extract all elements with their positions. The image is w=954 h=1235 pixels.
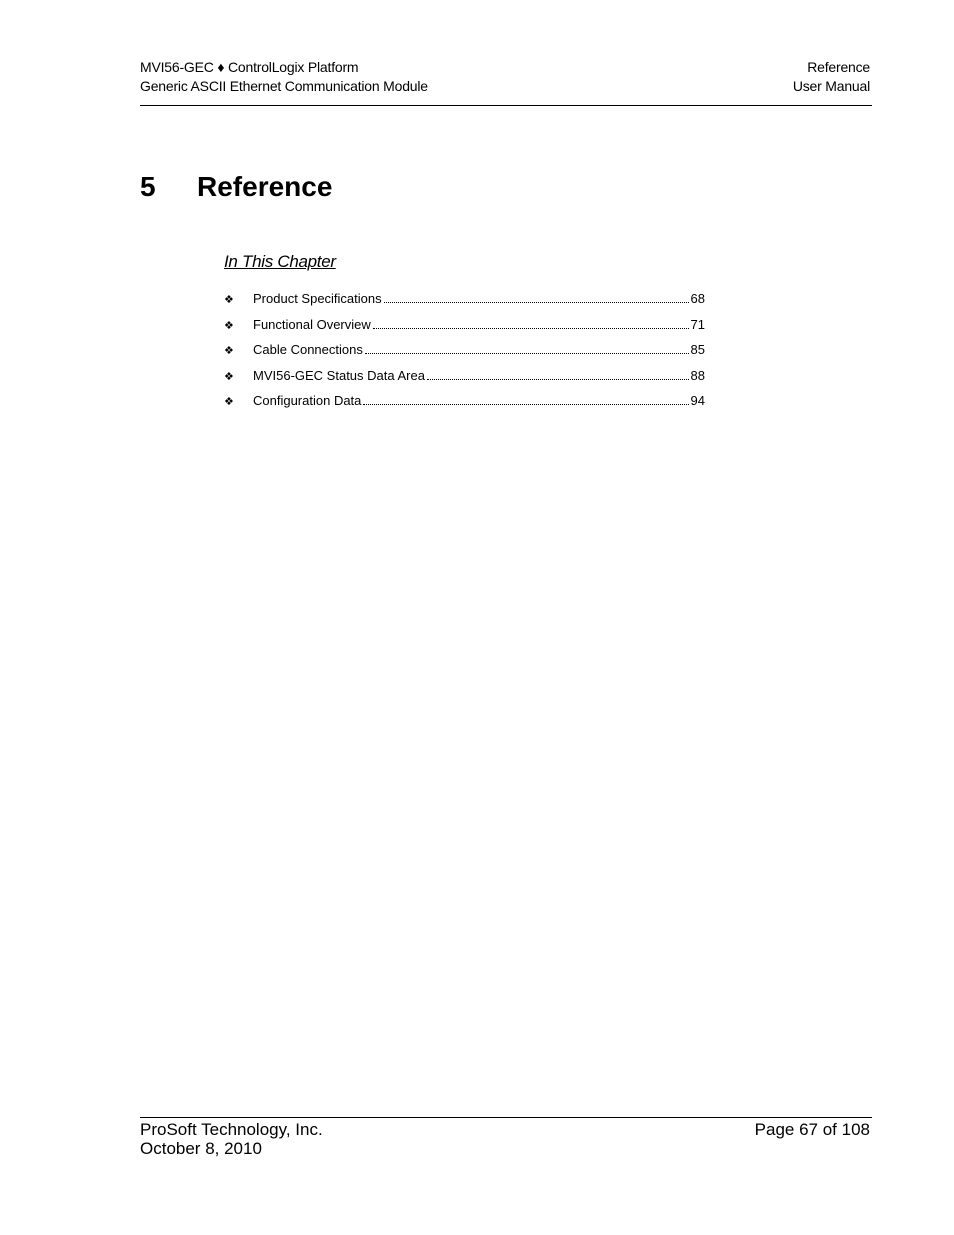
footer-date: October 8, 2010: [140, 1139, 262, 1158]
header-left: [140, 58, 428, 96]
footer-left: [140, 1120, 323, 1158]
diamond-bullet-icon: ❖: [224, 319, 234, 332]
header-right: [793, 58, 870, 96]
toc-item-page: 68: [690, 291, 705, 306]
chapter-name: Reference: [197, 171, 333, 202]
diamond-bullet-icon: ❖: [224, 396, 234, 408]
footer-company: ProSoft Technology, Inc.: [140, 1120, 323, 1139]
toc-item-page: 71: [690, 316, 705, 332]
chapter-toc: [224, 289, 705, 417]
header-module-line: Generic ASCII Ethernet Communication Module: [140, 78, 428, 94]
toc-item-label: Product Specifications: [253, 291, 382, 306]
footer-right: [755, 1120, 870, 1139]
toc-leader-dots: [365, 353, 689, 354]
toc-leader-dots: [373, 328, 689, 329]
toc-item-label: Configuration Data: [253, 393, 362, 408]
header-product-line: MVI56-GEC ♦ ControlLogix Platform: [140, 59, 359, 75]
toc-item-label: Functional Overview: [253, 316, 371, 332]
toc-item[interactable]: [224, 391, 705, 417]
diamond-bullet-icon: ❖: [224, 345, 234, 357]
toc-item-page: 88: [690, 367, 705, 383]
toc-item-page: 85: [690, 342, 705, 357]
page-header: [140, 58, 872, 106]
toc-item[interactable]: [224, 340, 705, 366]
toc-item[interactable]: [224, 289, 705, 315]
chapter-number: 5: [140, 171, 156, 202]
page-footer: [140, 1117, 872, 1158]
header-manual-line: User Manual: [792, 78, 870, 94]
in-this-chapter-heading: In This Chapter: [224, 252, 336, 271]
header-section-line: Reference: [807, 59, 870, 75]
toc-leader-dots: [363, 404, 688, 405]
chapter-title: [140, 168, 332, 206]
footer-page-number: Page 67 of 108: [754, 1120, 870, 1139]
toc-leader-dots: [427, 379, 689, 380]
toc-item-label: Cable Connections: [253, 342, 363, 357]
toc-item-label: MVI56-GEC Status Data Area: [253, 367, 425, 383]
toc-item-page: 94: [690, 393, 705, 408]
diamond-bullet-icon: ❖: [224, 370, 234, 383]
toc-item[interactable]: [224, 315, 705, 341]
toc-item[interactable]: [224, 366, 705, 392]
diamond-bullet-icon: ❖: [224, 294, 234, 306]
toc-leader-dots: [384, 302, 689, 303]
